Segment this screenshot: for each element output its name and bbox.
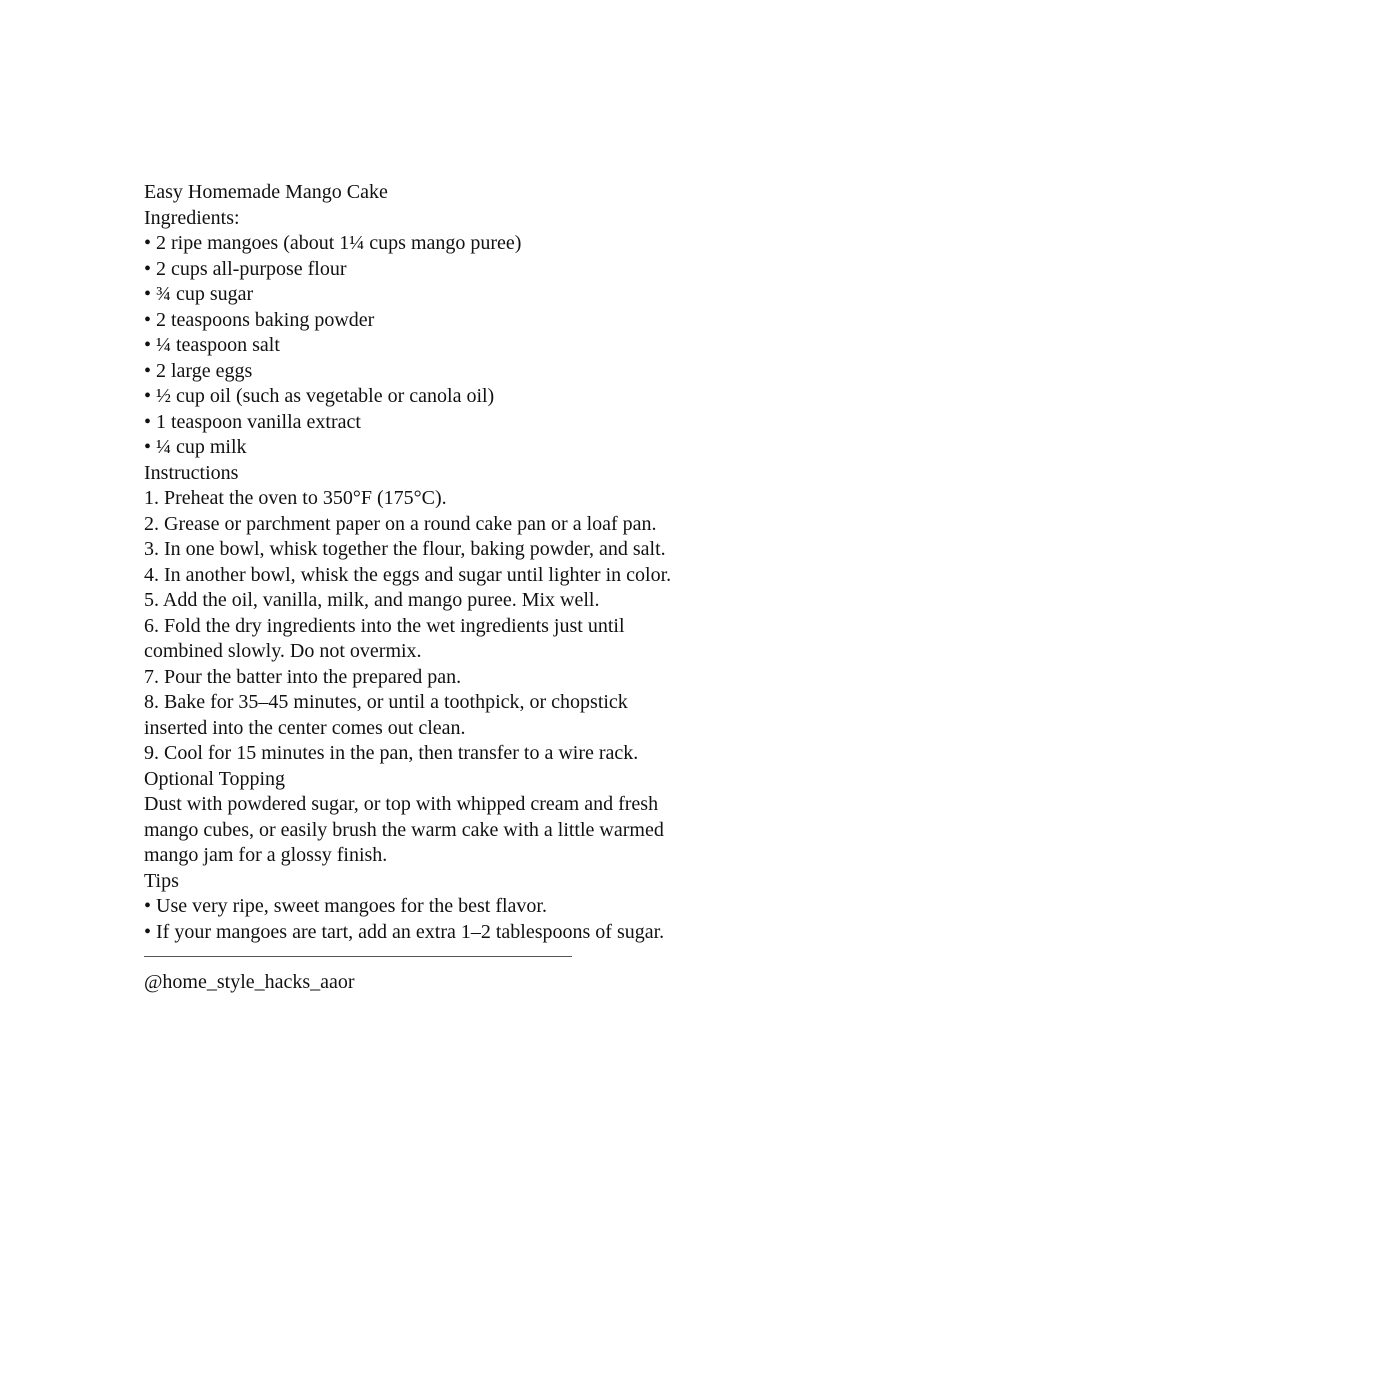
ingredient-item: • ¾ cup sugar bbox=[144, 283, 254, 305]
instruction-step: 8. Bake for 35–45 minutes, or until a toothpick, or chopstick inserted into the center comes out clean. bbox=[144, 691, 633, 739]
ingredient-item: • ¼ teaspoon salt bbox=[144, 334, 280, 356]
ingredients-heading: Ingredients: bbox=[144, 206, 240, 229]
instruction-step: 1. Preheat the oven to 350°F (175°C). bbox=[144, 487, 447, 509]
recipe-title: Easy Homemade Mango Cake bbox=[144, 181, 388, 203]
topping-heading: Optional Topping bbox=[144, 767, 286, 790]
tips-heading: Tips bbox=[144, 869, 179, 892]
instruction-step: 3. In one bowl, whisk together the flour, baking powder, and salt. bbox=[144, 538, 666, 560]
instruction-step: 7. Pour the batter into the prepared pan. bbox=[144, 665, 462, 688]
instruction-step: 5. Add the oil, vanilla, milk, and mango puree. Mix well. bbox=[144, 589, 600, 611]
ingredients-list bbox=[144, 231, 744, 461]
instruction-step: 4. In another bowl, whisk the eggs and sugar until lighter in color. bbox=[144, 563, 672, 586]
topping-text: Dust with powdered sugar, or top with whipped cream and fresh mango cubes, or easily brush the warm cake with a little warmed mango jam for a glossy finish. bbox=[144, 793, 669, 866]
instruction-step: 6. Fold the dry ingredients into the wet ingredients just until combined slowly. Do not overmix. bbox=[144, 614, 630, 662]
tips-list bbox=[144, 894, 744, 945]
instruction-step: 9. Cool for 15 minutes in the pan, then transfer to a wire rack. bbox=[144, 742, 639, 764]
ingredient-item: • ½ cup oil (such as vegetable or canola oil) bbox=[144, 385, 495, 407]
ingredient-item: • 2 cups all-purpose flour bbox=[144, 257, 347, 280]
tip-item: • If your mangoes are tart, add an extra 1–2 tablespoons of sugar. bbox=[144, 920, 665, 943]
credit-handle: @home_style_hacks_aaor bbox=[144, 971, 355, 993]
ingredient-item: • 2 large eggs bbox=[144, 359, 253, 382]
instructions-heading: Instructions bbox=[144, 461, 239, 484]
recipe-document bbox=[144, 180, 744, 996]
instruction-step: 2. Grease or parchment paper on a round cake pan or a loaf pan. bbox=[144, 512, 657, 535]
tip-item: • Use very ripe, sweet mangoes for the best flavor. bbox=[144, 895, 547, 917]
ingredient-item: • 1 teaspoon vanilla extract bbox=[144, 410, 361, 433]
ingredient-item: • ¼ cup milk bbox=[144, 436, 247, 458]
ingredient-item: • 2 ripe mangoes (about 1¼ cups mango puree) bbox=[144, 232, 522, 254]
divider-line bbox=[144, 956, 572, 957]
ingredient-item: • 2 teaspoons baking powder bbox=[144, 308, 375, 331]
instructions-list bbox=[144, 486, 744, 767]
